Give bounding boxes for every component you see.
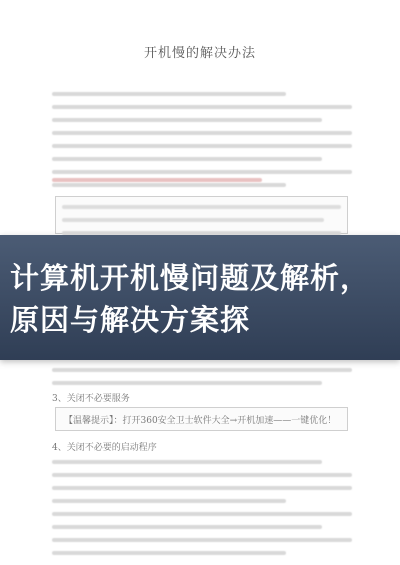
highlight-line — [52, 178, 352, 191]
tip-box-mid — [55, 407, 348, 431]
section4-text — [52, 460, 352, 564]
banner-title: 计算机开机慢问题及解析，原因与解决方案探 — [10, 261, 371, 337]
section3-heading: 3、关闭不必要服务 — [52, 394, 130, 404]
title-banner — [0, 235, 400, 360]
tip-box-top — [55, 196, 348, 234]
document-title: 开机慢的解决办法 — [143, 46, 256, 61]
section4-heading: 4、关闭不必要的启动程序 — [52, 443, 157, 453]
tip-box-text: 【温馨提示】：打开360安全卫士软件大全→开机加速——一键优化！ — [64, 416, 337, 426]
